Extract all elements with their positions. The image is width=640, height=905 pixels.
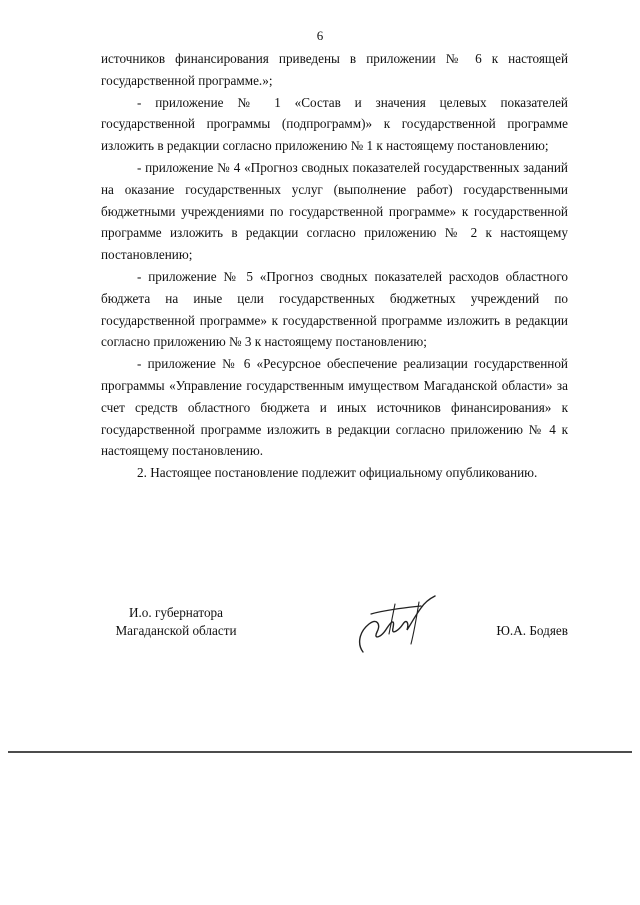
page-number: 6 [316,28,324,43]
bottom-rule-divider [8,751,632,753]
document-body [101,48,568,484]
signatory-title [101,604,251,640]
signatory-title-line-2: Магаданской области [115,623,237,638]
signatory-title-line-1: И.о. губернатора [128,605,224,620]
signatory-name: Ю.А. Бодяев [496,623,568,638]
handwritten-signature-icon [351,594,441,656]
paragraph-continuation: источников финансирования приведены в приложении № 6 к настоящей государственной программе.»; [101,51,568,88]
paragraph-appendix-1: - приложение № 1 «Состав и значения целевых показателей государственной программы (подпрограмм)» к государственной программе изложить в редакции согласно приложению № 1 к настоящему постановлению; [101,94,568,154]
paragraph-appendix-4: - приложение № 4 «Прогноз сводных показателей государственных заданий на оказание государственных услуг (выполнение работ) государственными бюджетными учреждениями по государственной программе» к государственной программе изложить в редакции согласно приложению № 2 к настоящему постановлению; [101,159,568,263]
paragraph-appendix-6: - приложение № 6 «Ресурсное обеспечение реализации государственной программы «Управление государственным имуществом Магаданской области» за счет средств областного бюджета и иных источников финансирования» к государственной программе изложить в редакции согласно приложению № 4 к настоящему постановлению. [101,356,568,459]
paragraph-appendix-5: - приложение № 5 «Прогноз сводных показателей расходов областного бюджета на иные цели государственных бюджетных учреждений по государственной программе» к государственной программе изложить в редакции согласно приложению № 3 к настоящему постановлению; [101,268,568,350]
signature-block [101,604,568,674]
paragraph-publication: 2. Настоящее постановление подлежит официальному опубликованию. [137,465,538,481]
